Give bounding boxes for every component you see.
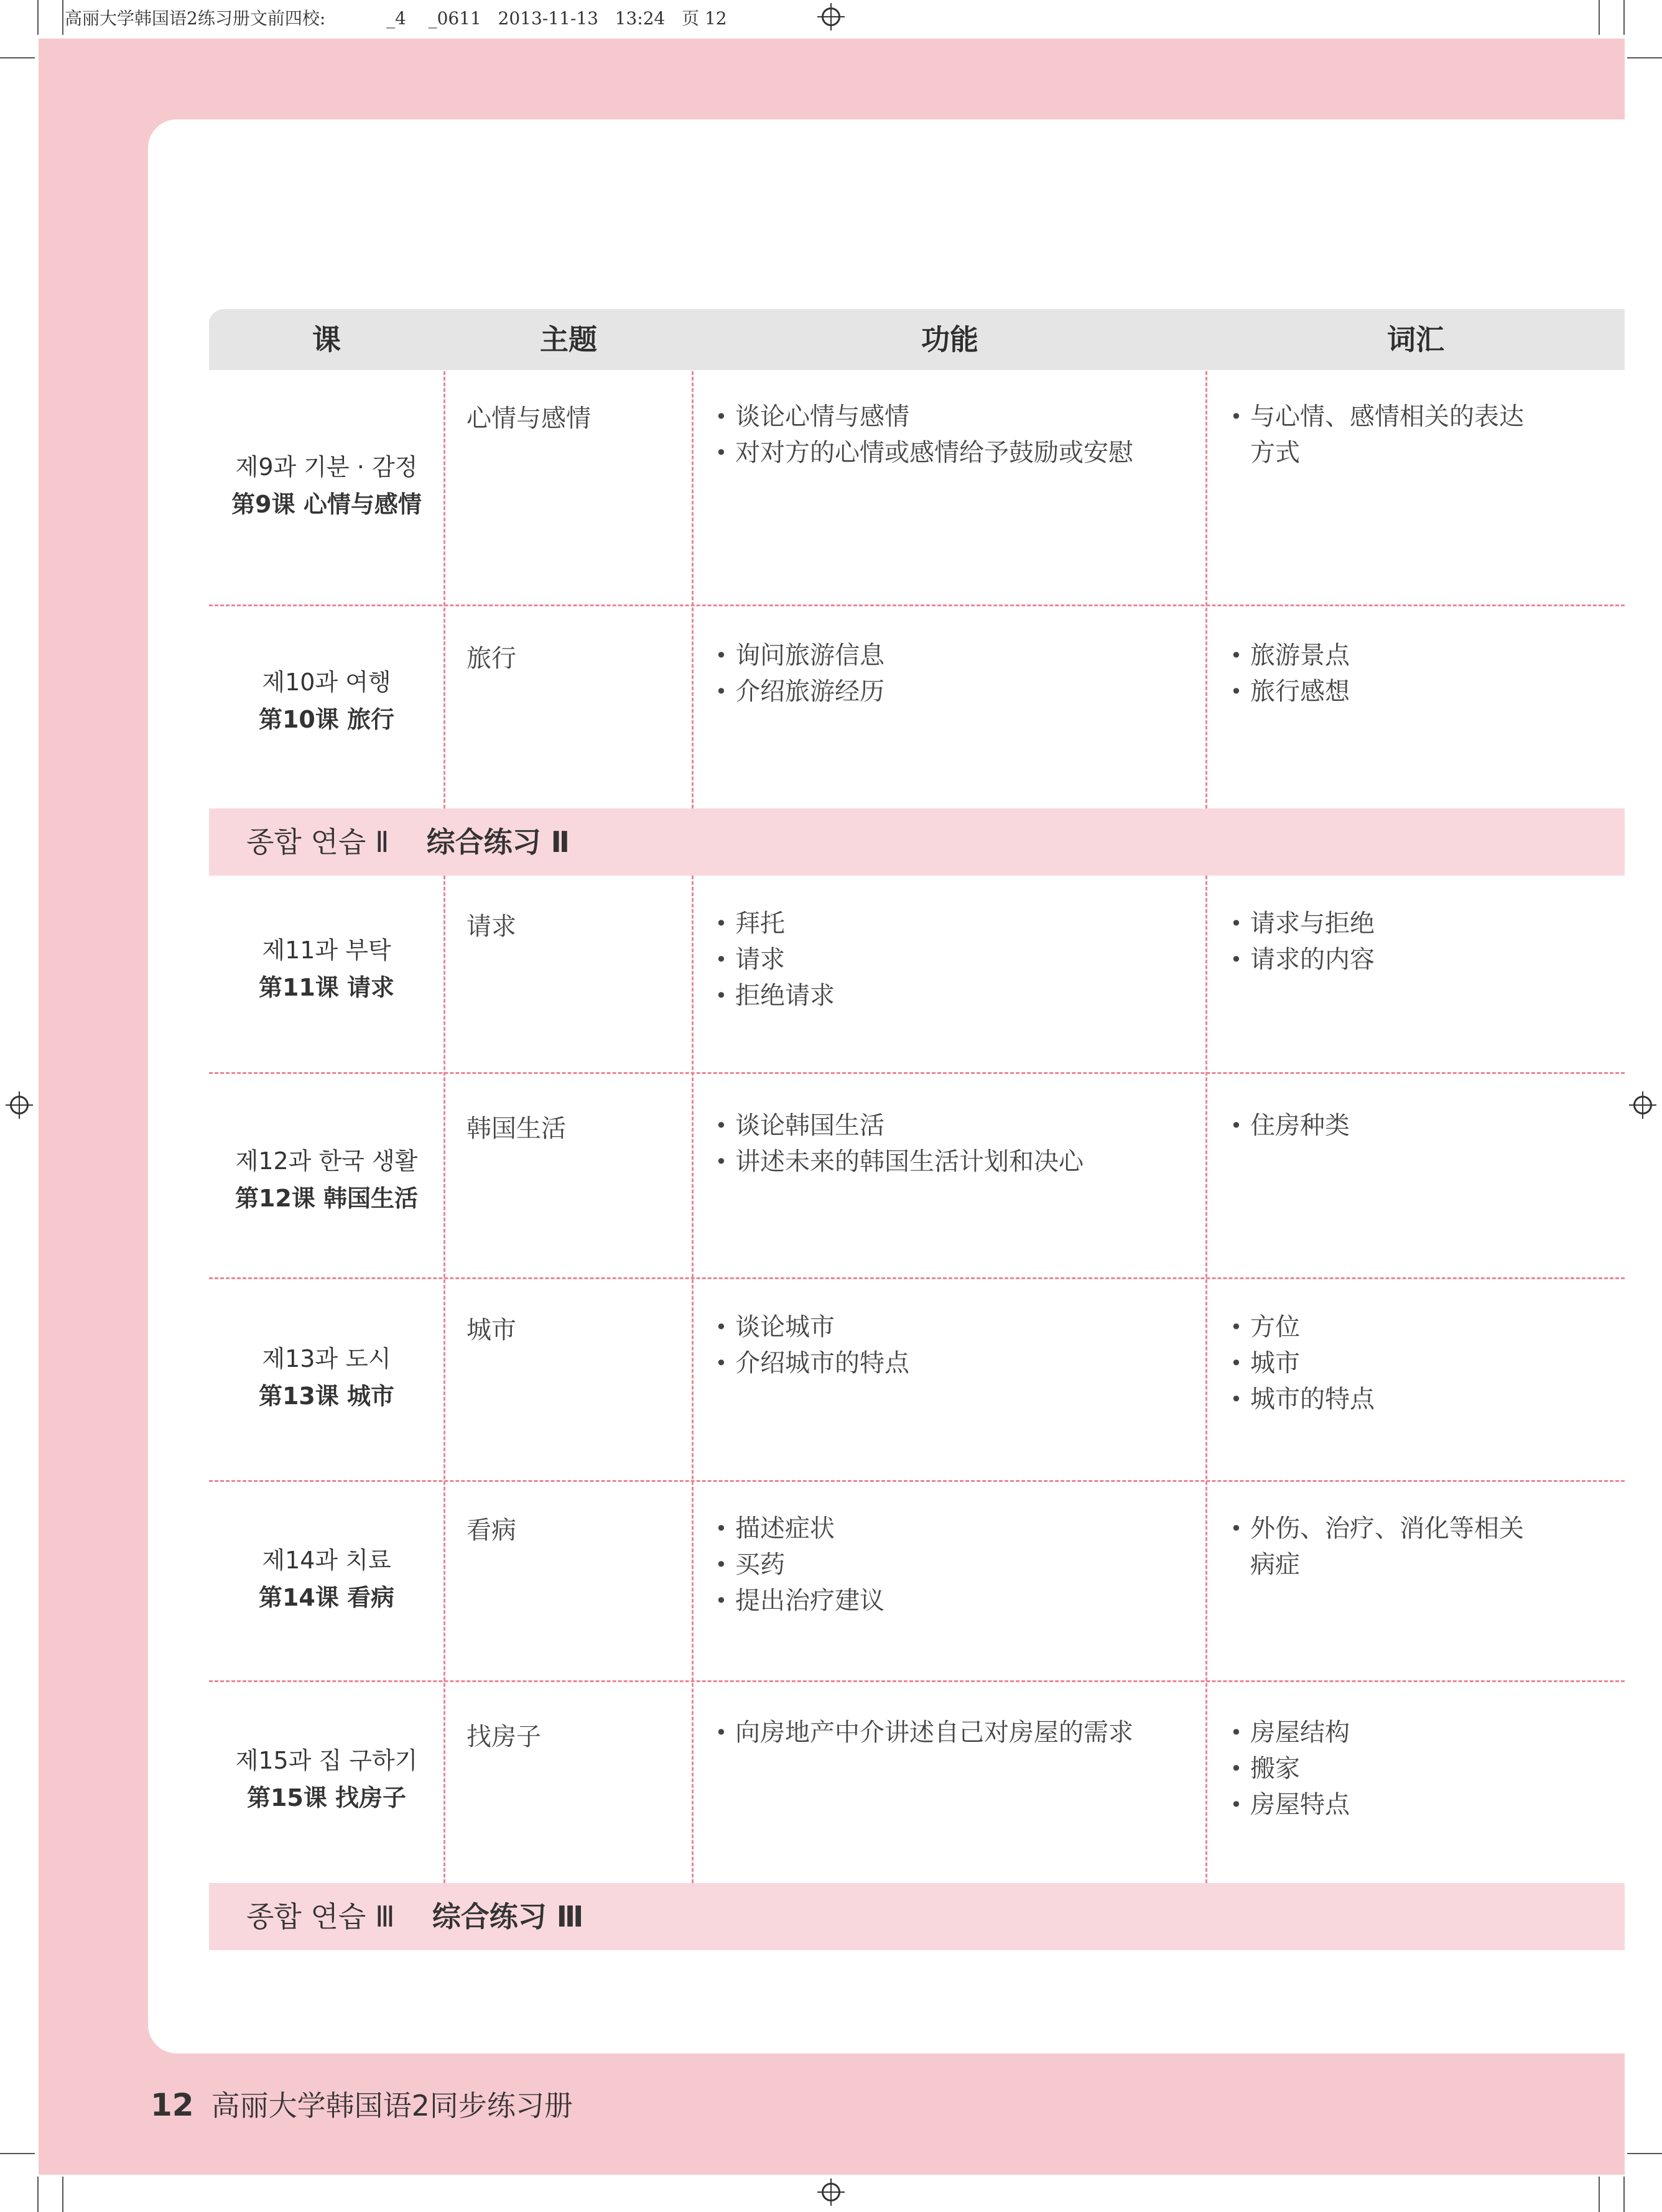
vocab-list [1230,1309,1375,1417]
crop-mark [1627,2153,1662,2154]
crop-mark [1623,0,1625,35]
list-item: • 询问旅游信息 [715,637,884,673]
crop-mark [62,2177,63,2212]
lesson-cell [209,1742,444,1816]
lesson-korean: 제11과 부탁 [262,937,391,964]
list-item: • 对对方的心情或感情给予鼓励或安慰 [715,435,1133,471]
lesson-korean: 제14과 치료 [262,1547,391,1574]
list-item: • 城市 [1230,1345,1375,1381]
crop-mark [1627,57,1662,58]
table-row [209,1682,1625,1883]
lesson-chinese: 第13课 城市 [258,1382,395,1410]
registration-mark-icon [822,2183,840,2201]
list-item: • 请求的内容 [1230,942,1375,978]
table-row [209,1074,1625,1277]
list-item: • 请求 [715,942,835,978]
vocab-list [1230,1511,1524,1583]
band-korean: 종합 연습 Ⅲ [246,1900,395,1933]
lesson-korean: 제13과 도시 [262,1345,391,1372]
vocab-continuation: 方式 [1250,438,1300,467]
list-item: • 搬家 [1230,1751,1350,1787]
lesson-chinese: 第9课 心情与感情 [231,491,422,518]
review-band [209,1883,1625,1950]
lesson-chinese: 第10课 旅行 [258,706,395,733]
list-item: • 提出治疗建议 [715,1583,884,1619]
table-row [209,876,1625,1072]
function-list [715,1715,1133,1751]
list-item: • 旅行感想 [1230,673,1350,710]
crop-mark [37,2177,39,2212]
vocab-list [1230,1715,1350,1823]
table-header [209,309,1625,370]
table-row [209,1279,1625,1480]
function-list [715,1108,1084,1180]
table-row [209,371,1625,604]
header-topic: 主题 [540,323,597,356]
topic-cell: 城市 [467,1316,516,1344]
table-row [209,606,1625,808]
list-item: • 谈论韩国生活 [715,1108,1084,1144]
list-item: • 方位 [1230,1309,1375,1345]
lesson-cell [209,664,444,738]
function-list [715,1309,909,1381]
list-item: • 介绍旅游经历 [715,673,884,710]
crop-mark [1599,0,1600,35]
lesson-cell [209,1340,444,1415]
header-lesson: 课 [312,323,341,356]
band-chinese: 综合练习 Ⅱ [426,825,570,859]
topic-cell: 看病 [467,1516,516,1545]
list-item: • 城市的特点 [1230,1381,1375,1417]
function-list [715,905,835,1014]
list-item: • 房屋特点 [1230,1787,1350,1823]
lesson-cell [209,1142,444,1217]
page-number: 12 [151,2087,194,2123]
band-chinese: 综合练习 Ⅲ [432,1900,584,1933]
lesson-chinese: 第12课 韩国生活 [234,1185,419,1212]
crop-mark [37,0,39,35]
header-vocab: 词汇 [1387,323,1444,356]
registration-mark-icon [822,7,840,26]
function-list [715,399,1133,471]
list-item: • 介绍城市的特点 [715,1345,909,1381]
vocab-continuation: 病症 [1250,1550,1300,1579]
lesson-cell [209,932,444,1006]
list-item: • 请求与拒绝 [1230,905,1375,942]
lesson-chinese: 第15课 找房子 [246,1784,407,1812]
vocab-list [1230,905,1375,978]
band-korean: 종합 연습 Ⅱ [246,825,389,859]
lesson-korean: 제9과 기분 · 감정 [235,453,418,481]
topic-cell: 旅行 [467,644,516,673]
list-item: • 拒绝请求 [715,978,835,1014]
crop-mark [0,2153,35,2154]
crop-mark [1599,2177,1600,2212]
lesson-korean: 제15과 집 구하기 [235,1747,418,1774]
lesson-cell [209,448,444,523]
crop-mark [0,57,35,58]
function-list [715,1511,884,1619]
list-item: • 外伤、治疗、消化等相关 [1230,1511,1524,1547]
table-row [209,1482,1625,1680]
header-function: 功能 [921,323,978,356]
topic-cell: 找房子 [467,1723,541,1751]
list-item: • 旅游景点 [1230,637,1350,673]
lesson-korean: 제10과 여행 [262,669,391,696]
function-list [715,637,884,710]
vocab-list [1230,1108,1350,1144]
list-item: • 与心情、感情相关的表达 [1230,399,1524,435]
lesson-korean: 제12과 한국 생활 [235,1147,418,1175]
book-title: 高丽大学韩国语2同步练习册 [211,2089,573,2122]
list-item: • 住房种类 [1230,1108,1350,1144]
list-item: • 买药 [715,1547,884,1583]
list-item: • 描述症状 [715,1511,884,1547]
registration-mark-icon [10,1096,29,1114]
list-item: • 向房地产中介讲述自己对房屋的需求 [715,1715,1133,1751]
list-item: • 谈论心情与感情 [715,399,1133,435]
lesson-cell [209,1542,444,1616]
topic-cell: 心情与感情 [467,404,591,433]
page-footer [151,2083,573,2124]
topic-cell: 韩国生活 [467,1114,566,1143]
topic-cell: 请求 [467,912,516,941]
vocab-list [1230,637,1350,710]
vocab-list [1230,399,1524,471]
registration-mark-icon [1633,1096,1652,1114]
review-band [209,808,1625,876]
print-header: 高丽大学韩国语2练习册文前四校: _4 _0611 2013-11-13 13:24 页 12 [65,8,727,29]
lesson-chinese: 第14课 看病 [258,1584,395,1611]
list-item: • 谈论城市 [715,1309,909,1345]
list-item: • 讲述未来的韩国生活计划和决心 [715,1144,1084,1180]
crop-mark [62,0,63,35]
list-item: • 拜托 [715,905,835,942]
list-item: • 房屋结构 [1230,1715,1350,1751]
lesson-chinese: 第11课 请求 [258,974,395,1001]
crop-mark [1623,2177,1625,2212]
